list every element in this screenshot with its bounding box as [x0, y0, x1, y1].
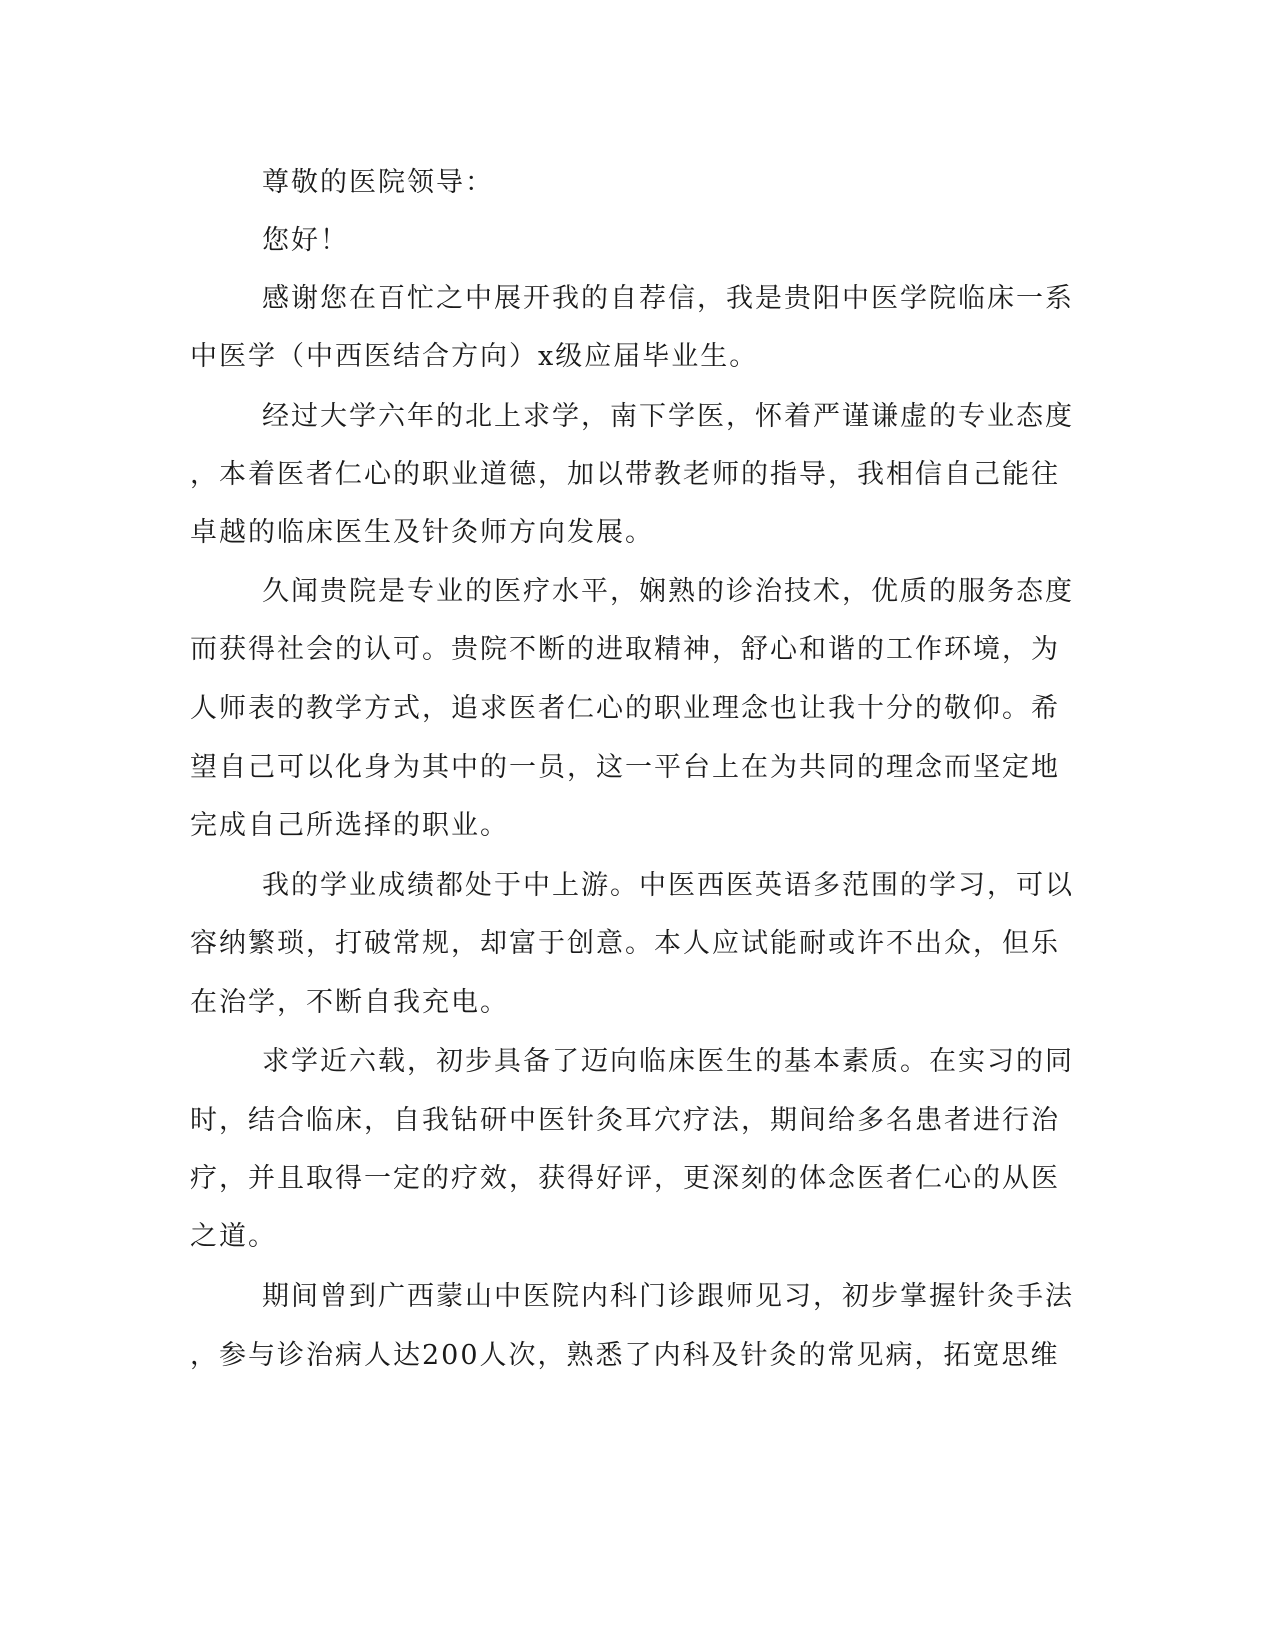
paragraph-line: 中医学（中西医结合方向）x级应届毕业生。: [190, 341, 759, 372]
paragraph-line: 完成自己所选择的职业。: [190, 810, 509, 841]
paragraph-line: 感谢您在百忙之中展开我的自荐信，我是贵阳中医学院临床一系: [262, 283, 1074, 314]
paragraph-line: 我的学业成绩都处于中上游。中医西医英语多范围的学习，可以: [262, 870, 1074, 901]
paragraph-line: 时，结合临床，自我钻研中医针灸耳穴疗法，期间给多名患者进行治: [190, 1105, 1060, 1136]
paragraph-line: ，本着医者仁心的职业道德，加以带教老师的指导，我相信自己能往: [190, 459, 1060, 490]
paragraph-line: 人师表的教学方式，追求医者仁心的职业理念也让我十分的敬仰。希: [190, 693, 1060, 724]
paragraph-line: ，参与诊治病人达200人次，熟悉了内科及针灸的常见病，拓宽思维: [190, 1340, 1060, 1371]
paragraph-line: 经过大学六年的北上求学，南下学医，怀着严谨谦虚的专业态度: [262, 401, 1074, 432]
paragraph-line: 望自己可以化身为其中的一员，这一平台上在为共同的理念而坚定地: [190, 752, 1060, 783]
paragraph-line: 而获得社会的认可。贵院不断的进取精神，舒心和谐的工作环境，为: [190, 634, 1060, 665]
paragraph-line: 卓越的临床医生及针灸师方向发展。: [190, 517, 654, 548]
paragraph-line: 久闻贵院是专业的医疗水平，娴熟的诊治技术，优质的服务态度: [262, 576, 1074, 607]
paragraph-line: 在治学，不断自我充电。: [190, 987, 509, 1018]
paragraph-line: 之道。: [190, 1221, 277, 1252]
paragraph-line: 期间曾到广西蒙山中医院内科门诊跟师见习，初步掌握针灸手法: [262, 1281, 1074, 1312]
paragraph-line: 求学近六载，初步具备了迈向临床医生的基本素质。在实习的同: [262, 1046, 1074, 1077]
salutation: 尊敬的医院领导：: [262, 167, 494, 198]
paragraph-line: 容纳繁琐，打破常规，却富于创意。本人应试能耐或许不出众，但乐: [190, 928, 1060, 959]
paragraph-line: 疗，并且取得一定的疗效，获得好评，更深刻的体念医者仁心的从医: [190, 1163, 1060, 1194]
greeting: 您好！: [262, 225, 349, 256]
